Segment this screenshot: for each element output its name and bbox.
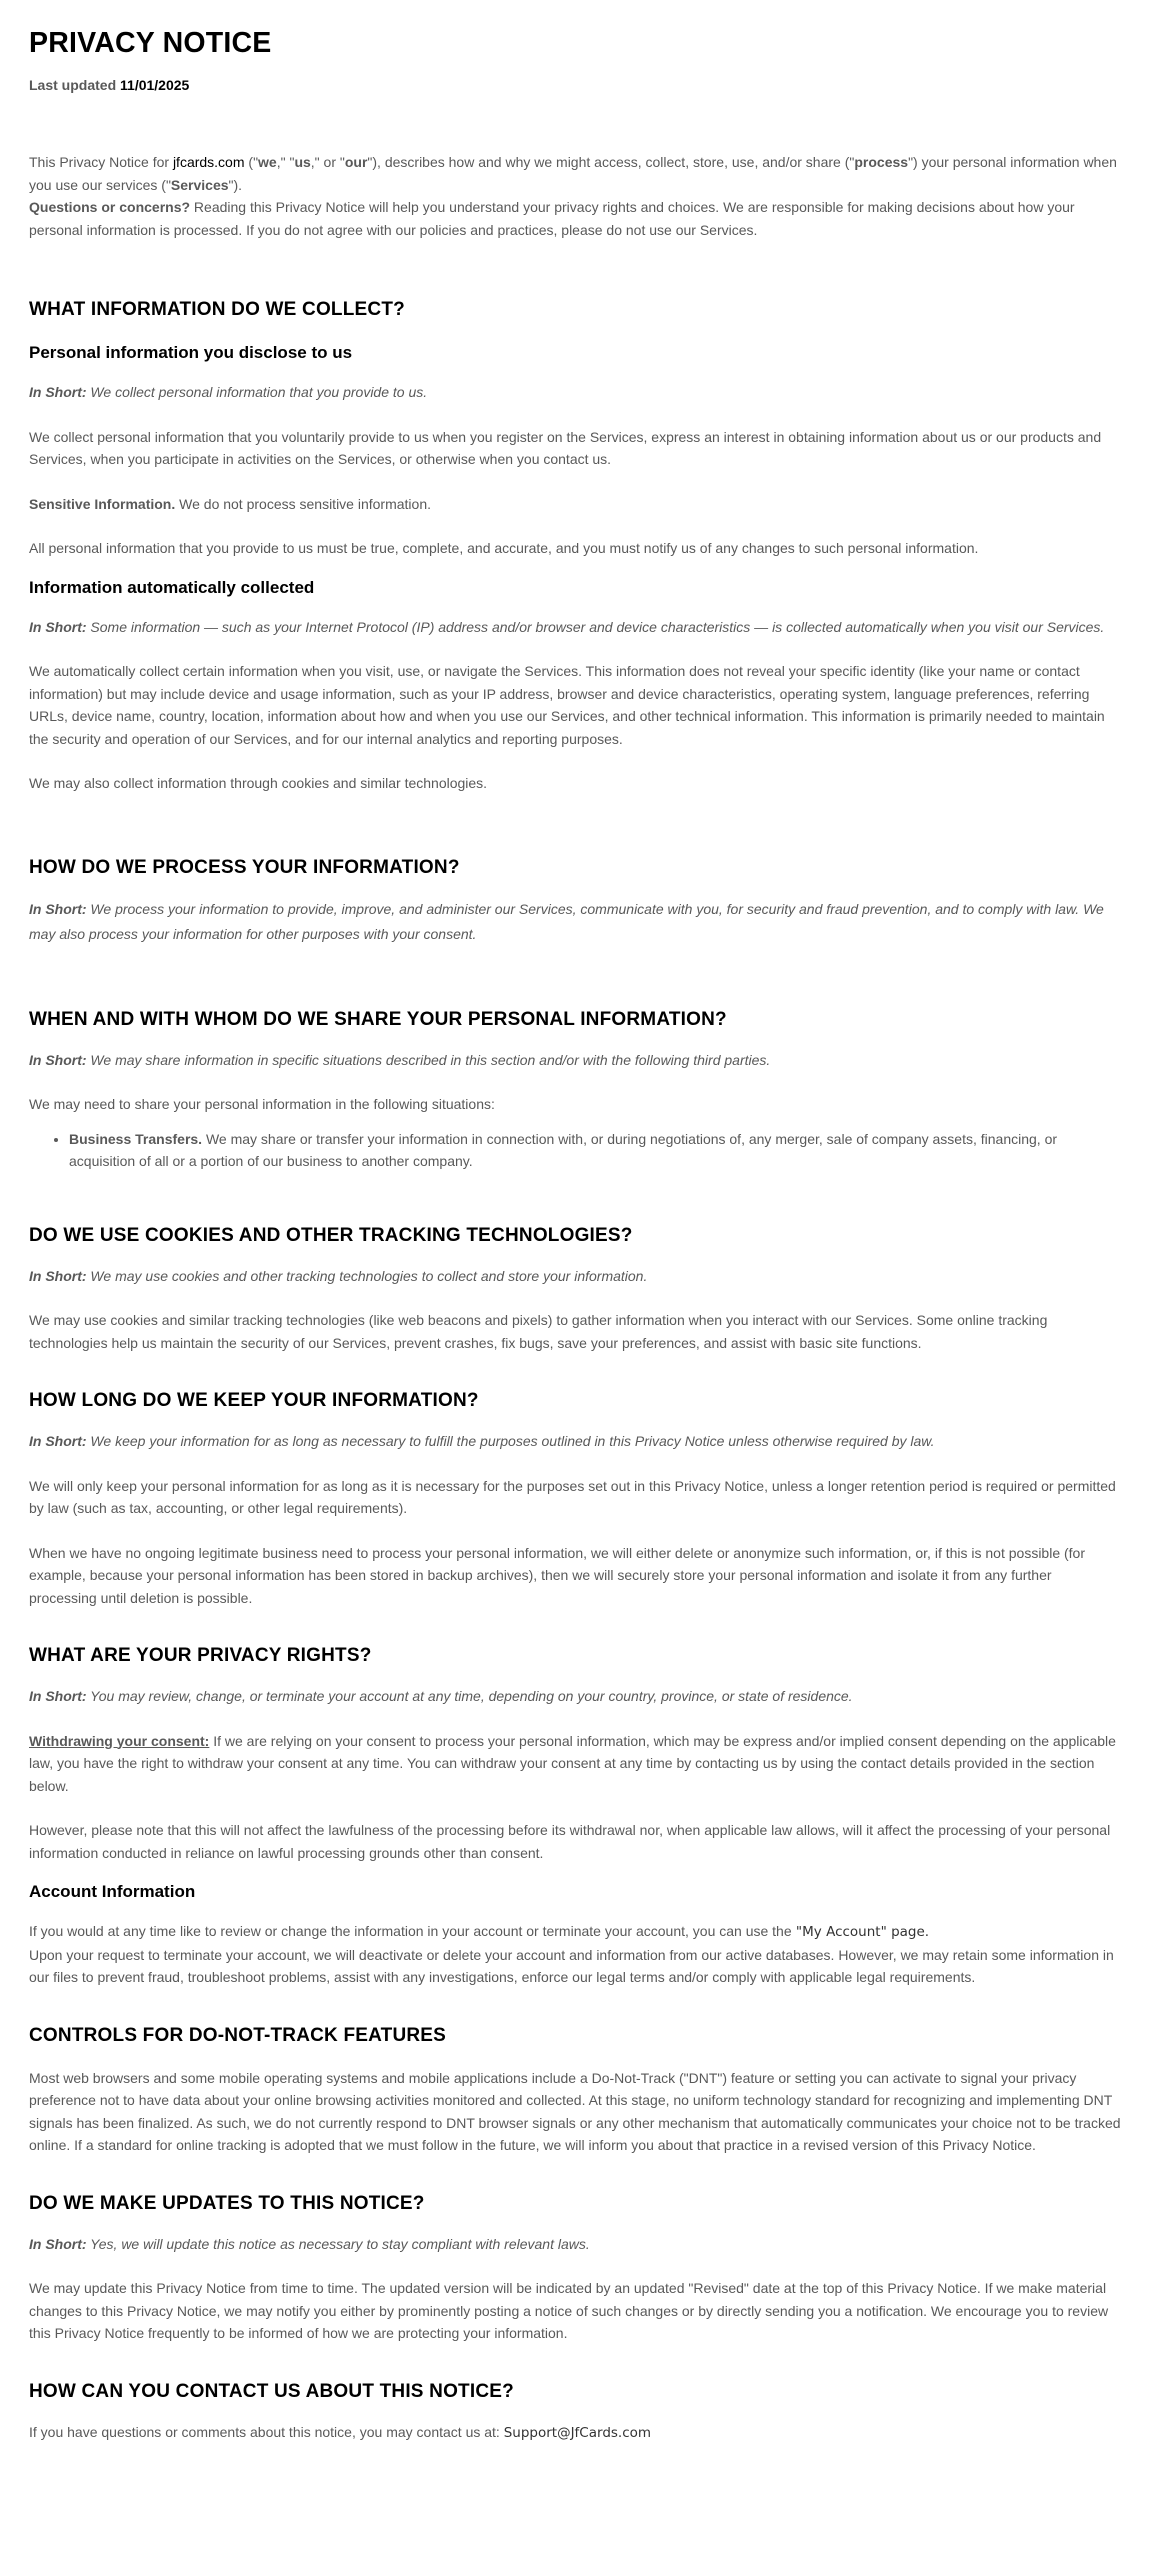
in-short-process: In Short: We process your information to provide, improve, and administer our Services, communicate with you, for security and fraud prevention, and to comply with law. We may also process your information for other purposes with your consent. [29, 900, 1104, 942]
share-situations-list [29, 1128, 1123, 1173]
intro-paragraph: This Privacy Notice for jfcards.com ("we," "us," or "our"), describes how and why we might access, collect, store, use, and/or share ("process") your personal information when you use our services ("Services"). [29, 154, 1117, 193]
account-termination-paragraph: Upon your request to terminate your account, we will deactivate or delete your account and information from our active databases. However, we may retain some information in our files to prevent fraud, troubleshoot problems, assist with any investigations, enforce our legal terms and/or comply with applicable legal requirements. [29, 1946, 1114, 1985]
in-short-updates: In Short: Yes, we will update this notice as necessary to stay compliant with relevant laws. [29, 2235, 590, 2252]
share-situations-paragraph: We may need to share your personal information in the following situations: [29, 1096, 495, 1112]
page-title: PRIVACY NOTICE [29, 27, 272, 59]
retention-paragraph: We will only keep your personal information for as long as it is necessary for the purposes set out in this Privacy Notice, unless a longer retention period is required or permitted by law (such as tax, accounting, or other legal requirements). [29, 1477, 1116, 1516]
deletion-paragraph: When we have no ongoing legitimate business need to process your personal information, we will either delete or anonymize such information, or, if this is not possible (for example, because your personal information has been stored in backup archives), then we will securely store your personal information and isolate it from any further processing until deletion is possible. [29, 1544, 1086, 1606]
last-updated-label: Last updated [29, 77, 117, 93]
sensitive-info-paragraph: Sensitive Information. We do not process sensitive information. [29, 495, 432, 512]
in-short-retention: In Short: We keep your information for as long as necessary to fulfill the purposes outlined in this Privacy Notice unless otherwise required by law. [29, 1433, 935, 1449]
updates-paragraph: We may update this Privacy Notice from time to time. The updated version will be indicated by an updated "Revised" date at the top of this Privacy Notice. If we make material changes to this Privacy Notice, we may notify you either by prominently posting a notice of such changes or by directly sending you a notification. We encourage you to review this Privacy Notice frequently to be informed of how we are protecting your information. [29, 2280, 1109, 2341]
section-heading-rights: WHAT ARE YOUR PRIVACY RIGHTS? [29, 1645, 372, 1666]
section-heading-process: HOW DO WE PROCESS YOUR INFORMATION? [29, 856, 460, 878]
company-name: jfcards.com [172, 154, 245, 170]
section-heading-contact: HOW CAN YOU CONTACT US ABOUT THIS NOTICE? [29, 2380, 514, 2402]
section-heading-retention: HOW LONG DO WE KEEP YOUR INFORMATION? [29, 1390, 479, 1411]
cookies-mention-paragraph: We may also collect information through cookies and similar technologies. [29, 775, 488, 791]
list-item: • Business Transfers. We may share or transfer your information in connection with, or during negotiations of, any merger, sale of company assets, financing, or acquisition of all or a portion of our business to another company. [69, 1128, 1123, 1173]
in-short-auto: In Short: Some information — such as your Internet Protocol (IP) address and/or browser and device characteristics — is collected automatically when you visit our Services. [29, 618, 1105, 635]
last-updated [29, 77, 1123, 93]
subheading-account-info: Account Information [29, 1882, 196, 1901]
section-heading-cookies: DO WE USE COOKIES AND OTHER TRACKING TECHNOLOGIES? [29, 1224, 633, 1246]
accuracy-paragraph: All personal information that you provide to us must be true, complete, and accurate, and you must notify us of any changes to such personal information. [29, 540, 979, 556]
questions-paragraph: Questions or concerns? Reading this Privacy Notice will help you understand your privacy rights and choices. We are responsible for making decisions about how your personal information is processed. If you do not agree with our policies and practices, please do not use our Services. [29, 199, 1075, 238]
dnt-paragraph: Most web browsers and some mobile operating systems and mobile applications include a Do-Not-Track ("DNT") feature or setting you can activate to signal your privacy preference not to have data about your online browsing activities monitored and collected. At this stage, no uniform technology standard for recognizing and implementing DNT signals has been finalized. As such, we do not currently respond to DNT browser signals or any other mechanism that automatically communicates your choice not to be tracked online. If a standard for online tracking is adopted that we must follow in the future, we will inform you about that practice in a revised version of this Privacy Notice. [29, 2069, 1121, 2153]
withdraw-consent-paragraph: Withdrawing your consent: If we are relying on your consent to process your personal information, which may be express and/or implied consent depending on the applicable law, you have the right to withdraw your consent at any time. You can withdraw your consent at any time by contacting us by using the contact details provided in the section below. [29, 1732, 1116, 1794]
lawfulness-paragraph: However, please note that this will not affect the lawfulness of the processing before its withdrawal nor, when applicable law allows, will it affect the processing of your personal information conducted in reliance on lawful processing grounds other than consent. [29, 1822, 1111, 1861]
section-heading-collect: WHAT INFORMATION DO WE COLLECT? [29, 299, 405, 320]
cookies-paragraph: We may use cookies and similar tracking technologies (like web beacons and pixels) to gather information when you interact with our Services. Some online tracking technologies help us maintain the security of our Services, prevent crashes, fix bugs, save your preferences, and assist with basic site functions. [29, 1312, 1048, 1351]
section-heading-share: WHEN AND WITH WHOM DO WE SHARE YOUR PERSONAL INFORMATION? [29, 1008, 727, 1030]
subheading-personal-info: Personal information you disclose to us [29, 343, 353, 362]
in-short-rights: In Short: You may review, change, or terminate your account at any time, depending on your country, province, or state of residence. [29, 1688, 853, 1704]
in-short-collect: In Short: We collect personal information that you provide to us. [29, 384, 428, 400]
in-short-share: In Short: We may share information in specific situations described in this section and/or with the following third parties. [29, 1051, 771, 1068]
contact-email-link[interactable]: Support@JfCards.com [503, 2424, 652, 2441]
in-short-cookies: In Short: We may use cookies and other tracking technologies to collect and store your information. [29, 1267, 648, 1284]
last-updated-date: 11/01/2025 [120, 77, 190, 93]
section-heading-dnt: CONTROLS FOR DO-NOT-TRACK FEATURES [29, 2024, 447, 2046]
auto-collect-paragraph: We automatically collect certain information when you visit, use, or navigate the Services. This information does not reveal your specific identity (like your name or contact information) but may include device and usage information, such as your IP address, browser and device characteristics, operating system, language preferences, referring URLs, device name, country, location, information about how and when you use our Services, and other technical information. This information is primarily needed to maintain the security and operation of our Services, and for our internal analytics and reporting purposes. [29, 663, 1105, 747]
section-heading-updates: DO WE MAKE UPDATES TO THIS NOTICE? [29, 2192, 425, 2214]
account-change-paragraph: If you would at any time like to review or change the information in your account or terminate your account, you can use the "My Account" page. [29, 1923, 930, 1940]
subheading-auto-collected: Information automatically collected [29, 577, 315, 597]
contact-paragraph: If you have questions or comments about this notice, you may contact us at: Support@JfCards.com [29, 2423, 652, 2441]
collect-paragraph: We collect personal information that you voluntarily provide to us when you register on the Services, express an interest in obtaining information about us or our products and Services, when you participate in activities on the Services, or otherwise when you contact us. [29, 428, 1102, 467]
